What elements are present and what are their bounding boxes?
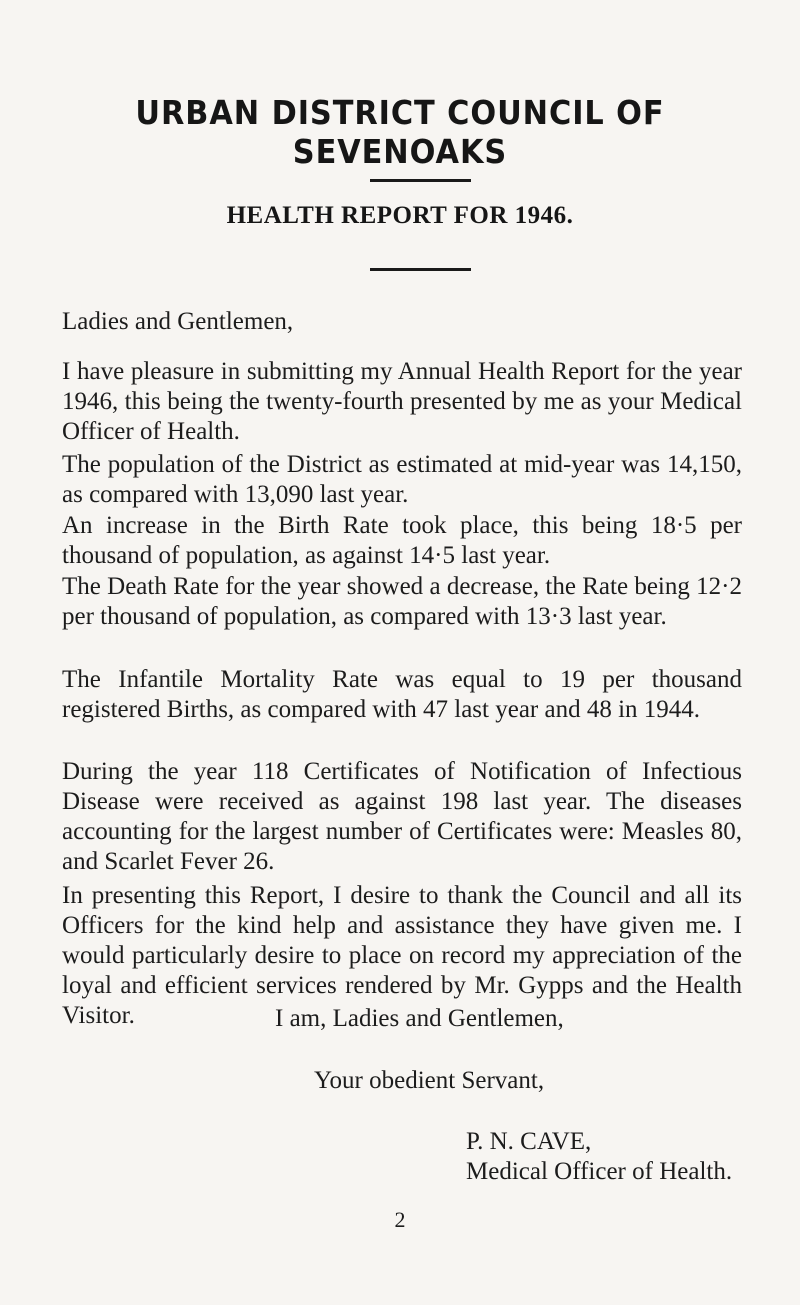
paragraph-infant-mortality: The Infantile Mortality Rate was equal to 19 per thousand registered Births, as compared with 47 last year and 48 in 1944. <box>62 666 742 723</box>
signatory-name: P. N. CAVE, <box>466 1128 592 1155</box>
paragraph-population: The population of the District as estimated at mid-year was 14,150, as compared with 13,090 last year. <box>62 451 742 508</box>
closing-line-2: Your obedient Servant, <box>314 1067 545 1094</box>
page-number: 2 <box>394 1207 406 1232</box>
heading-rule-bottom <box>370 268 471 271</box>
paragraph-infectious-disease: During the year 118 Certificates of Notification of Infectious Disease were received as against 198 last year. The diseases accounting for the largest number of Certificates were: Measles 80, and Scarlet Fever 26. <box>62 758 742 875</box>
paragraph-intro: I have pleasure in submitting my Annual Health Report for the year 1946, this being the twenty-fourth presented by me as your Medical Officer of Health. <box>62 358 742 445</box>
paragraph-birth-rate: An increase in the Birth Rate took place, this being 18·5 per thousand of population, as against 14·5 last year. <box>62 512 742 569</box>
salutation: Ladies and Gentlemen, <box>62 308 294 335</box>
signatory-title: Medical Officer of Health. <box>466 1158 733 1185</box>
report-title: HEALTH REPORT FOR 1946. <box>226 202 574 229</box>
paragraph-death-rate: The Death Rate for the year showed a decrease, the Rate being 12·2 per thousand of population, as compared with 13·3 last year. <box>62 573 742 630</box>
council-heading: URBAN DISTRICT COUNCIL OF SEVENOAKS <box>135 93 665 171</box>
paragraph-thanks: In presenting this Report, I desire to thank the Council and all its Officers for the kind help and assistance they have given me. I would particularly desire to place on record my appreciation of the loyal and efficient services rendered by Mr. Gypps and the Health Visitor. <box>62 882 742 1029</box>
closing-line-1: I am, Ladies and Gentlemen, <box>275 1005 564 1032</box>
heading-rule-top <box>370 179 471 182</box>
